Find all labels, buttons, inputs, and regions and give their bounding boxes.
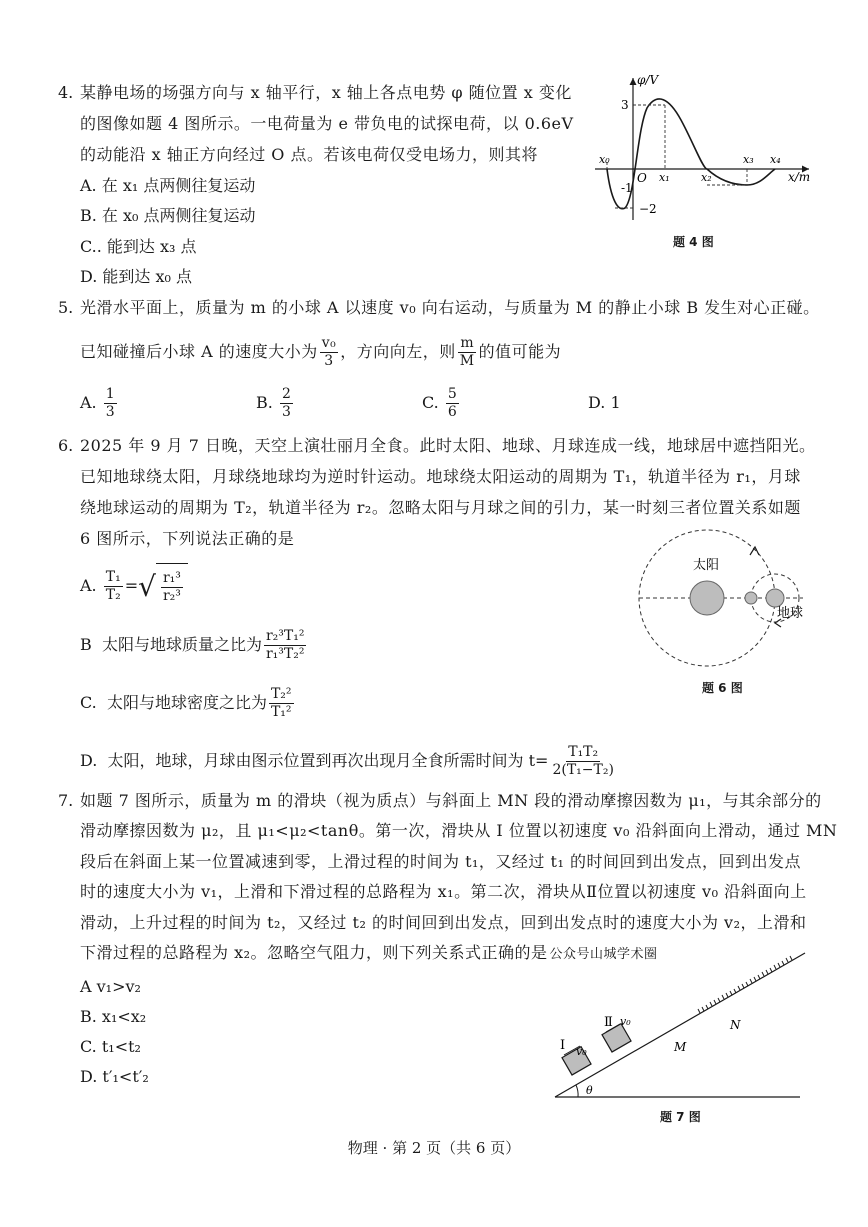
q7-line-2: 滑动摩擦因数为 μ₂，且 μ₁<μ₂<tanθ。第一次，滑块从 I 位置以初速度 v₀ 沿斜面向上滑动，通过 MN	[80, 821, 838, 840]
q5-line-2c: 的值可能为	[478, 342, 562, 361]
q7-m-label: M	[674, 1040, 687, 1054]
q4-x1-label: x₁	[659, 171, 670, 184]
q5-option-d	[588, 383, 621, 423]
q4-y-label: φ/V	[637, 73, 659, 87]
q6-sun-label: 太阳	[693, 558, 720, 573]
q6-line-3: 绕地球运动的周期为 T₂，轨道半径为 r₂。忽略太阳与月球之间的引力，某一时刻三者位置关系如题	[80, 498, 801, 517]
q5-v-den: 3	[324, 353, 334, 369]
q4-tick-m1: -1	[621, 181, 633, 195]
q7-line-3: 段后在斜面上某一位置减速到零，上滑过程的时间为 t₁，又经过 t₁ 的时间回到出发点，回到出发点	[80, 852, 801, 871]
q4-line-1: 某静电场的场强方向与 x 轴平行，x 轴上各点电势 φ 随位置 x 变化	[80, 83, 572, 102]
q4-tick-3: 3	[621, 98, 629, 112]
q7-line-1: 如题 7 图所示，质量为 m 的滑块（视为质点）与斜面上 MN 段的滑动摩擦因数为 μ₁，与其余部分的	[80, 791, 822, 810]
q6-a-lhs	[104, 569, 123, 604]
q5-v-fraction	[320, 335, 339, 370]
q5-option-c-fraction	[446, 386, 459, 421]
q5-option-b-label: B.	[256, 393, 273, 412]
q5-option-b	[256, 383, 295, 423]
q4-x0-label: x₀	[599, 153, 610, 166]
q6-option-d-label: D.	[80, 751, 98, 770]
q6-earth-arrow	[750, 547, 759, 555]
q6-c-num: T₂²	[270, 686, 292, 702]
q5-number: 5.	[58, 298, 74, 317]
q7-option-d: D. t′₁<t′₂	[80, 1067, 149, 1086]
q5-a-num: 1	[105, 386, 115, 402]
q5-mass-den: M	[459, 353, 475, 369]
q7-incline	[555, 953, 805, 1097]
q5-option-d-label: D.	[588, 393, 606, 412]
q7-v0-label-1: v₀	[576, 1045, 587, 1058]
q5-b-den: 3	[281, 404, 291, 420]
q5-a-den: 3	[105, 404, 115, 420]
page-footer: 物理 · 第 2 页（共 6 页）	[347, 1139, 521, 1157]
q7-figure	[550, 945, 810, 1105]
q6-a-rhs-den: r₂³	[162, 588, 181, 604]
q5-b-num: 2	[281, 386, 291, 402]
q6-number: 6.	[58, 436, 74, 455]
q4-x4-label: x₄	[770, 153, 781, 166]
q6-a-lhs-den: T₂	[105, 587, 121, 603]
q4-line-3: 的动能沿 x 轴正方向经过 O 点。若该电荷仅受电场力，则其将	[80, 145, 538, 164]
q6-moon	[745, 592, 757, 604]
q7-figure-caption: 题 7 图	[660, 1110, 701, 1124]
q6-option-a: A. $\frac{\text{T₁}}{\text{T₂}}$ = √ $\frac{\text{r₁³}}{\text{r₂³}}$	[80, 563, 188, 610]
q4-figure	[585, 70, 815, 230]
q5-mass-num: m	[460, 335, 475, 351]
q6-a-sqrt: √ $\frac{\text{r₁³}}{\text{r₂³}}$	[138, 563, 188, 610]
q7-line-6-text: 下滑过程的总路程为 x₂。忽略空气阻力，则下列关系式正确的是	[80, 943, 548, 962]
q5-line-2b: ，方向向左，则	[340, 342, 456, 361]
q4-option-b: B. 在 x₀ 点两侧往复运动	[80, 206, 256, 225]
q7-line-4: 时的速度大小为 v₁，上滑和下滑过程的总路程为 x₁。第二次，滑块从Ⅱ位置以初速度 v₀ 沿斜面向上	[80, 882, 807, 901]
q4-line-2: 的图像如题 4 图所示。一电荷量为 e 带负电的试探电荷，以 0.6eV	[80, 114, 574, 133]
q5-option-c	[422, 383, 461, 423]
q4-origin: O	[637, 171, 647, 185]
q6-a-rhs	[161, 570, 183, 605]
q5-v-num: v₀	[321, 335, 337, 351]
q6-option-a-label: A.	[80, 576, 97, 595]
q7-line-5: 滑动，上升过程的时间为 t₂，又经过 t₂ 的时间回到出发点，回到出发点时的速度大小为 v₂，上滑和	[80, 913, 807, 932]
q7-theta-label: θ	[586, 1084, 593, 1097]
q6-c-fraction	[269, 686, 294, 721]
q4-option-c: C.. 能到达 x₃ 点	[80, 237, 197, 256]
q6-option-d-text: 太阳，地球，月球由图示位置到再次出现月全食所需时间为 t=	[107, 751, 549, 770]
q7-pos2-label: Ⅱ	[604, 1015, 613, 1030]
q6-figure	[625, 525, 825, 675]
q6-b-fraction	[264, 628, 306, 663]
q4-number: 4.	[58, 83, 74, 102]
q7-theta-arc	[576, 1085, 578, 1097]
q7-pos1-label: I	[560, 1038, 566, 1053]
q6-earth-label: 地球	[777, 606, 804, 621]
q6-sun	[690, 581, 724, 615]
q5-line-1: 光滑水平面上，质量为 m 的小球 A 以速度 v₀ 向右运动，与质量为 M 的静止小球 B 发生对心正碰。	[80, 298, 820, 317]
q5-option-a-fraction	[104, 386, 117, 421]
q4-tick-m2: −2	[639, 202, 657, 216]
q6-option-c-label: C.	[80, 693, 97, 712]
q6-option-d	[80, 738, 618, 784]
q6-b-num: r₂³T₁²	[265, 628, 305, 644]
q5-option-c-label: C.	[422, 393, 439, 412]
q6-option-c-text: 太阳与地球密度之比为	[106, 693, 267, 712]
q7-option-b: B. x₁<x₂	[80, 1007, 147, 1026]
q6-option-c	[80, 680, 296, 726]
q4-x-label: x/m	[788, 170, 811, 184]
q4-x2-label: x₂	[701, 171, 712, 184]
q6-d-den: 2(T₁−T₂)	[552, 762, 614, 778]
q6-option-b	[80, 622, 308, 668]
q5-line-2	[80, 332, 561, 372]
q6-a-rhs-num: r₁³	[162, 570, 181, 586]
q4-option-d: D. 能到达 x₀ 点	[80, 267, 193, 286]
q6-option-b-text: 太阳与地球质量之比为	[101, 635, 262, 654]
q5-line-2a: 已知碰撞后小球 A 的速度大小为	[80, 342, 318, 361]
q6-a-lhs-num: T₁	[105, 569, 121, 585]
q6-figure-caption: 题 6 图	[702, 681, 743, 695]
q6-line-4: 6 图所示，下列说法正确的是	[80, 529, 295, 548]
q7-rough-segment	[698, 956, 792, 1013]
q5-c-den: 6	[447, 404, 457, 420]
q6-d-fraction	[550, 744, 615, 779]
q5-c-num: 5	[447, 386, 457, 402]
q6-line-2: 已知地球绕太阳，月球绕地球均为逆时针运动。地球绕太阳运动的周期为 T₁，轨道半径为 r₁，月球	[80, 467, 801, 486]
q6-c-den: T₁²	[270, 704, 292, 720]
q7-v0-label-2: v₀	[620, 1015, 631, 1028]
q5-mass-ratio	[458, 335, 477, 370]
q6-option-b-label: B	[80, 635, 92, 654]
q6-d-num: T₁T₂	[568, 744, 599, 760]
q6-line-1: 2025 年 9 月 7 日晚，天空上演壮丽月全食。此时太阳、地球、月球连成一线，地球居中遮挡阳光。	[80, 436, 816, 455]
q5-option-a	[80, 383, 119, 423]
q6-earth	[766, 589, 784, 607]
q7-watermark: 公众号山城学术圈	[549, 947, 658, 962]
q4-option-a: A. 在 x₁ 点两侧往复运动	[80, 176, 256, 195]
q5-option-a-label: A.	[80, 393, 97, 412]
q4-figure-caption: 题 4 图	[673, 235, 714, 249]
q6-b-den: r₁³T₂²	[265, 646, 305, 662]
q7-n-label: N	[730, 1018, 741, 1032]
q5-option-d-value: 1	[610, 393, 621, 412]
q7-number: 7.	[58, 791, 74, 810]
q5-option-b-fraction	[280, 386, 293, 421]
q7-option-a: A v₁>v₂	[80, 977, 141, 996]
q4-x3-label: x₃	[743, 153, 754, 166]
q7-option-c: C. t₁<t₂	[80, 1037, 141, 1056]
